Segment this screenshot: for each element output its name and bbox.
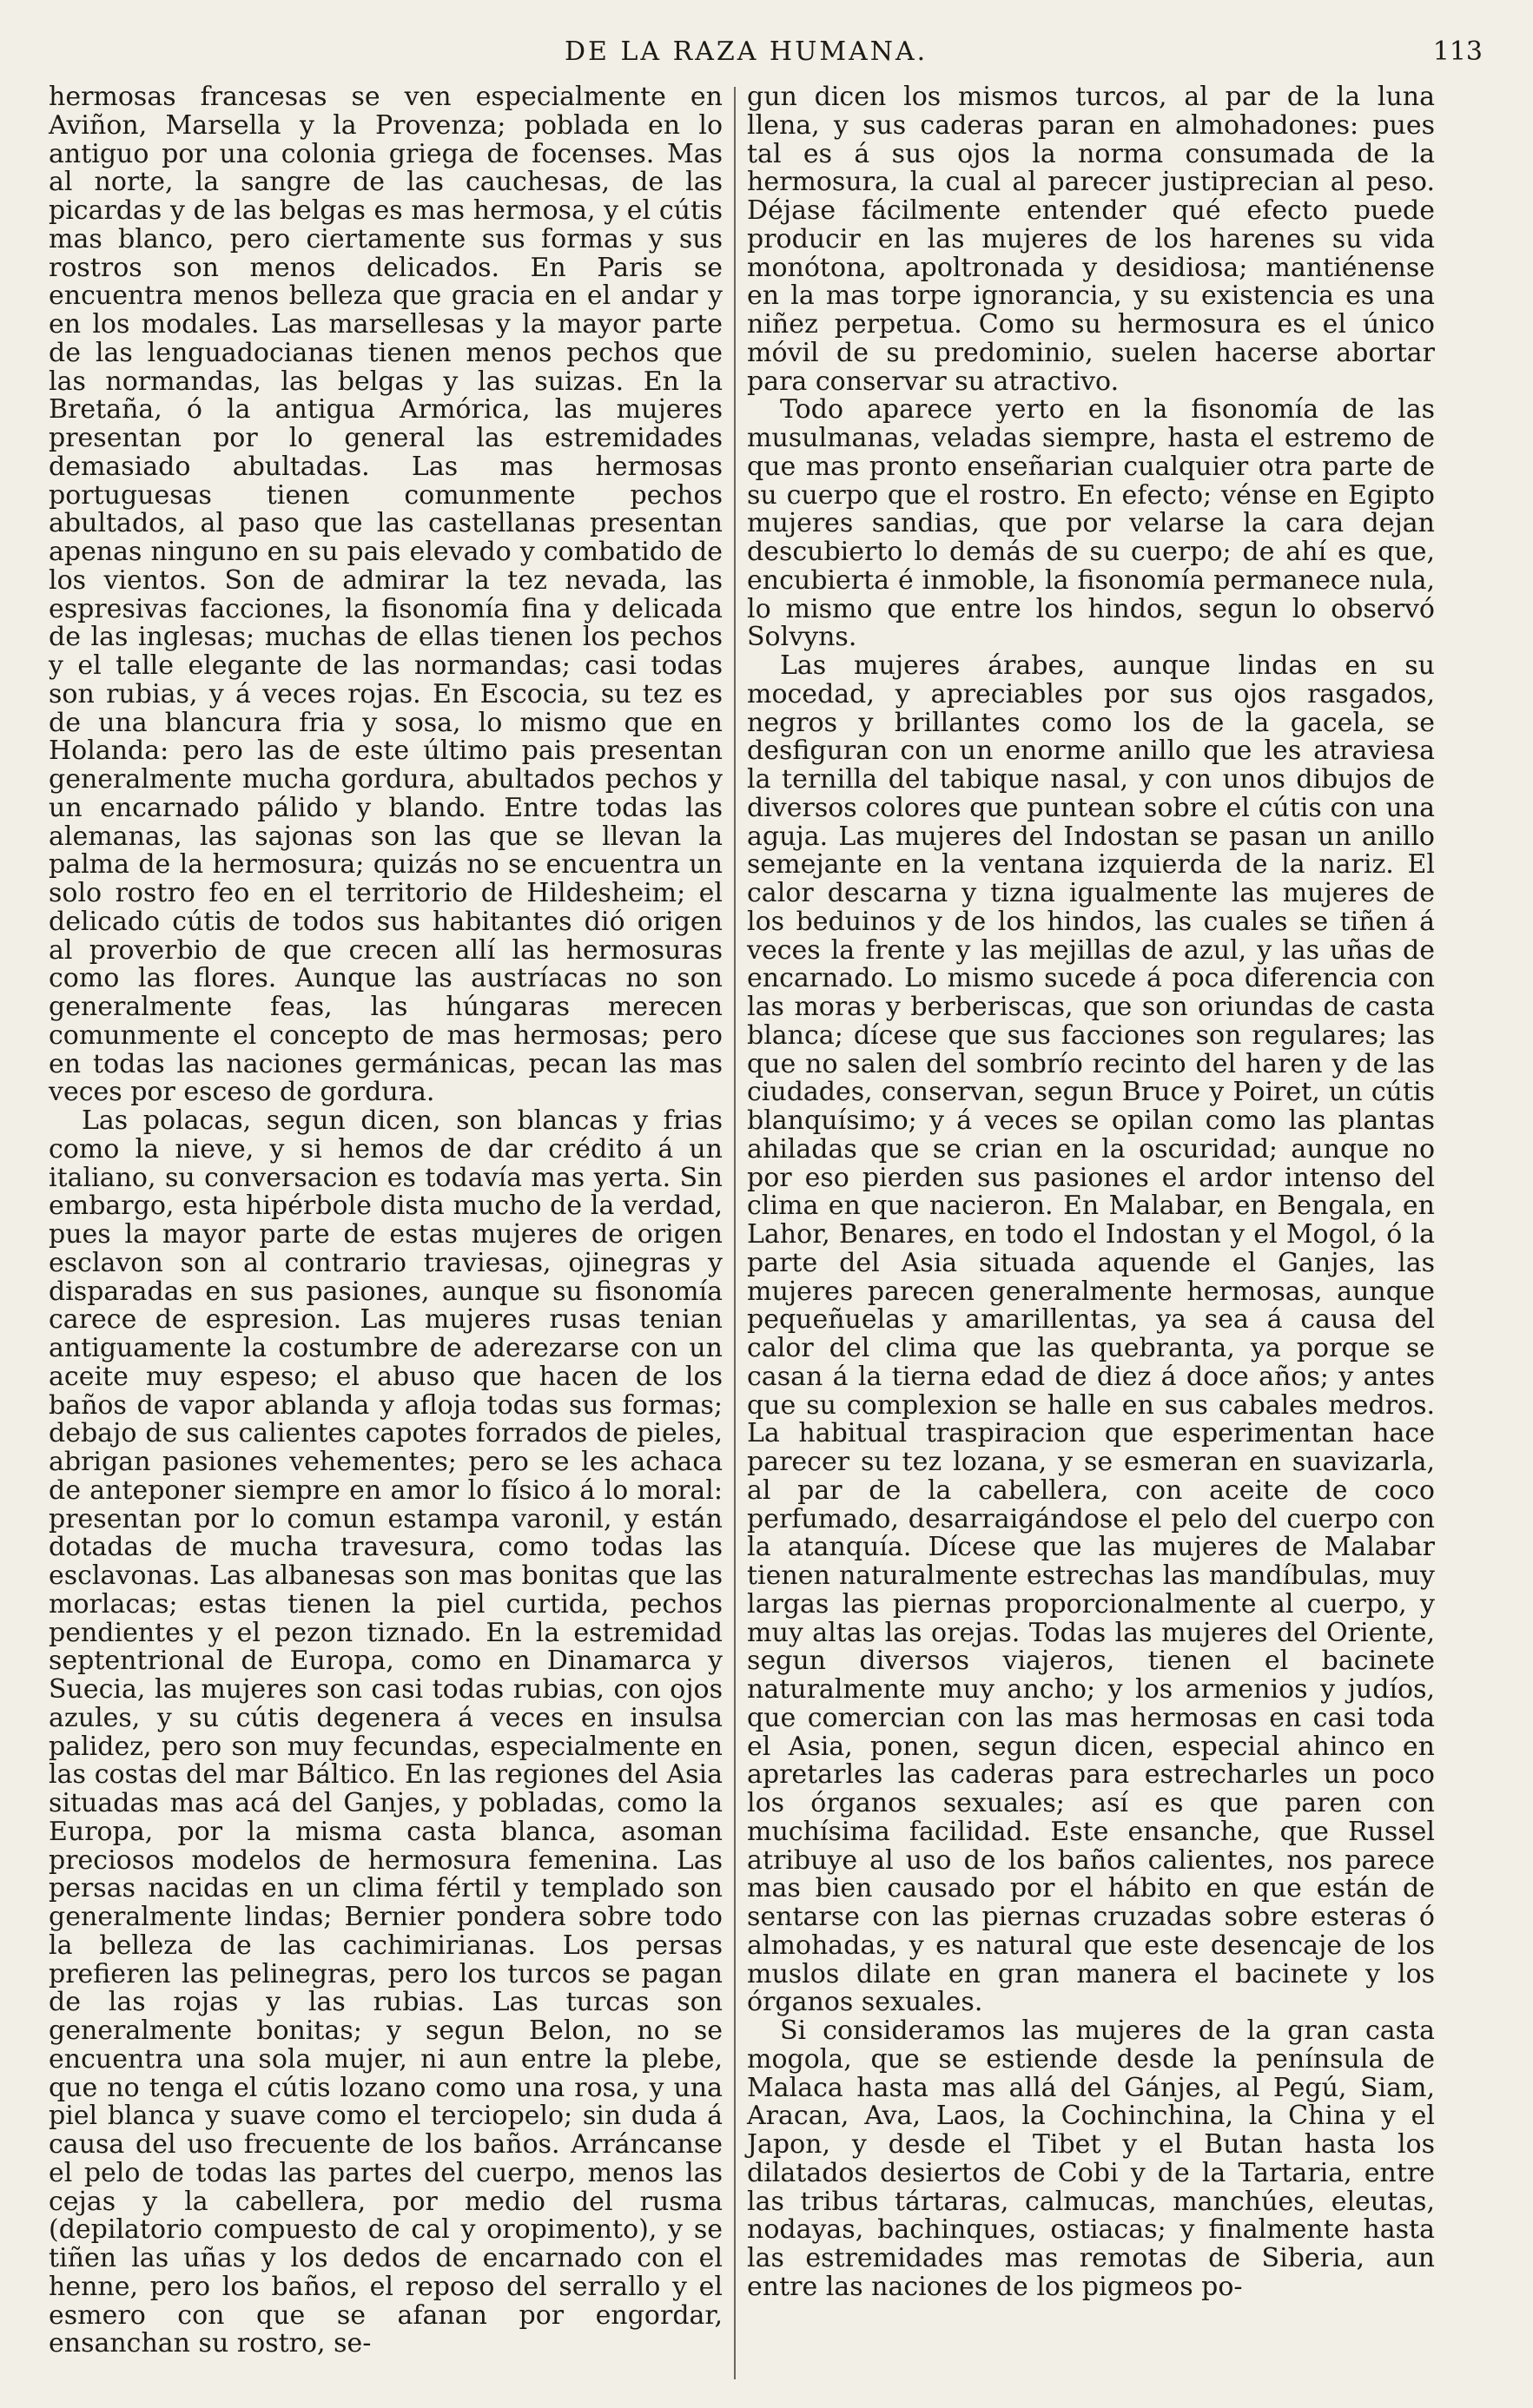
page-number: 113: [1432, 36, 1483, 67]
right-column: [747, 83, 1435, 2302]
paragraph: hermosas francesas se ven especialmente en Aviñon, Marsella y la Provenza; poblada en lo antiguo por una colonia griega de focenses. Mas al norte, la sangre de las cauchesas, de las picardas y de las belgas es mas hermosa, y el cútis mas blanco, pero ciertamente sus formas y sus rostros son menos delicados. En Paris se encuentra menos belleza que gracia en el andar y en los modales. Las marsellesas y la mayor parte de las lenguadocianas tienen menos pechos que las normandas, las belgas y las suizas. En la Bretaña, ó la antigua Armórica, las mujeres presentan por lo general las estremidades demasiado abultadas. Las mas hermosas portuguesas tienen comunmente pechos abultados, al paso que las castellanas presentan apenas ninguno en su pais elevado y combatido de los vientos. Son de admirar la tez nevada, las espresivas facciones, la fisonomía fina y delicada de las inglesas; muchas de ellas tienen los pechos y el talle elegante de las normandas; casi todas son rubias, y á veces rojas. En Escocia, su tez es de una blancura fria y sosa, lo mismo que en Holanda: pero las de este último pais presentan generalmente mucha gordura, abultados pechos y un encarnado pálido y blando. Entre todas las alemanas, las sajonas son las que se llevan la palma de la hermosura; quizás no se encuentra un solo rostro feo en el territorio de Hildesheim; el delicado cútis de todos sus habitantes dió origen al proverbio de que crecen allí las hermosuras como las flores. Aunque las austríacas no son generalmente feas, las húngaras merecen comunmente el concepto de mas hermosas; pero en todas las naciones germánicas, pecan las mas veces por esceso de gordura.: [49, 82, 723, 1108]
paragraph: gun dicen los mismos turcos, al par de la luna llena, y sus caderas paran en almohadones: pues tal es á sus ojos la norma consumada de la hermosura, la cual al parecer justiprecian al peso. Déjase fácilmente entender qué efecto puede producir en las mujeres de los harenes su vida monótona, apoltronada y desidiosa; mantiénense en la mas torpe ignorancia, y su existencia es una niñez perpetua. Como su hermosura es el único móvil de su predominio, suelen hacerse abortar para conservar su atractivo.: [747, 82, 1435, 397]
paragraph: Si consideramos las mujeres de la gran casta mogola, que se estiende desde la península de Malaca hasta mas allá del Gánjes, al Pegú, Siam, Aracan, Ava, Laos, la Cochinchina, la China y el Japon, y desde el Tibet y el Butan hasta los dilatados desiertos de Cobi y de la Tartaria, entre las tribus tártaras, calmucas, manchúes, eleutas, nodayas, bachinques, ostiacas; y finalmente hasta las estremidades mas remotas de Siberia, aun entre las naciones de los pigmeos po-: [747, 2015, 1435, 2302]
paragraph: Las polacas, segun dicen, son blancas y frias como la nieve, y si hemos de dar crédito á un italiano, su conversacion es todavía mas yerta. Sin embargo, esta hipérbole dista mucho de la verdad, pues la mayor parte de estas mujeres de origen esclavon son al contrario traviesas, ojinegras y disparadas en sus pasiones, aunque su fisonomía carece de espresion. Las mujeres rusas tenian antiguamente la costumbre de aderezarse con un aceite muy espeso; el abuso que hacen de los baños de vapor ablanda y afloja todas sus formas; debajo de sus calientes capotes forrados de pieles, abrigan pasiones vehementes; pero se les achaca de anteponer siempre en amor lo físico á lo moral: presentan por lo comun estampa varonil, y están dotadas de mucha travesura, como todas las esclavonas. Las albanesas son mas bonitas que las morlacas; estas tienen la piel curtida, pechos pendientes y el pezon tiznado. En la estremidad septentrional de Europa, como en Dinamarca y Suecia, las mujeres son casi todas rubias, con ojos azules, y su cútis degenera á veces en insulsa palidez, pero son muy fecundas, especialmente en las costas del mar Báltico. En las regiones del Asia situadas mas acá del Ganjes, y pobladas, como la Europa, por la misma casta blanca, asoman preciosos modelos de hermosura femenina. Las persas nacidas en un clima fértil y templado son generalmente lindas; Bernier pondera sobre todo la belleza de las cachimirianas. Los persas prefieren las pelinegras, pero los turcos se pagan de las rojas y las rubias. Las turcas son generalmente bonitas; y segun Belon, no se encuentra una sola mujer, ni aun entre la plebe, que no tenga el cútis lozano como una rosa, y una piel blanca y suave como el terciopelo; sin duda á causa del uso frecuente de los baños. Arráncanse el pelo de todas las partes del cuerpo, menos las cejas y la cabellera, por medio del rusma (depilatorio compuesto de cal y oropimento), y se tiñen las uñas y los dedos de encarnado con el henne, pero los baños, el reposo del serrallo y el esmero con que se afanan por engordar, ensanchan su rostro, se-: [49, 1105, 723, 2359]
page-header: [0, 36, 1533, 80]
left-column: [49, 83, 723, 2359]
paragraph: Las mujeres árabes, aunque lindas en su mocedad, y apreciables por sus ojos rasgados, negros y brillantes como los de la gacela, se desfiguran con un enorme anillo que les atraviesa la ternilla del tabique nasal, y con unos dibujos de diversos colores que puntean sobre el cútis con una aguja. Las mujeres del Indostan se pasan un anillo semejante en la ventana izquierda de la nariz. El calor descarna y tizna igualmente las mujeres de los beduinos y de los hindos, las cuales se tiñen á veces la frente y las mejillas de azul, y las uñas de encarnado. Lo mismo sucede á poca diferencia con las moras y berberiscas, que son oriundas de casta blanca; dícese que sus facciones son regulares; las que no salen del sombrío recinto del haren y de las ciudades, conservan, segun Bruce y Poiret, un cútis blanquísimo; y á veces se opilan como las plantas ahiladas que se crian en la oscuridad; aunque no por eso pierden sus pasiones el ardor intenso del clima en que nacieron. En Malabar, en Bengala, en Lahor, Benares, en todo el Indostan y el Mogol, ó la parte del Asia situada aquende el Ganjes, las mujeres parecen generalmente hermosas, aunque pequeñuelas y amarillentas, ya sea á causa del calor del clima que las quebranta, ya porque se casan á la tierna edad de diez á doce años; y antes que su complexion se halle en sus cabales medros. La habitual traspiracion que esperimentan hace parecer su tez lozana, y se esmeran en suavizarla, al par de la cabellera, con aceite de coco perfumado, desarraigándose el pelo del cuerpo con la atanquía. Dícese que las mujeres de Malabar tienen naturalmente estrechas las mandíbulas, muy largas las piernas proporcionalmente al cuerpo, y muy altas las orejas. Todas las mujeres del Oriente, segun diversos viajeros, tienen el bacinete naturalmente muy ancho; y los armenios y judíos, que comercian con las mas hermosas en casi toda el Asia, ponen, segun dicen, especial ahinco en apretarles las caderas para estrecharles un poco los órganos sexuales; así es que paren con muchísima facilidad. Este ensanche, que Russel atribuye al uso de los baños calientes, nos parece mas bien causado por el hábito en que están de sentarse con las piernas cruzadas sobre esteras ó almohadas, y es natural que este desencaje de los muslos dilate en gran manera el bacinete y los órganos sexuales.: [747, 650, 1435, 2018]
paragraph: Todo aparece yerto en la fisonomía de las musulmanas, veladas siempre, hasta el estremo de que mas pronto enseñarian cualquier otra parte de su cuerpo que el rostro. En efecto; vénse en Egipto mujeres sandias, que por velarse la cara dejan descubierto lo demás de su cuerpo; de ahí es que, encubierta é inmoble, la fisonomía permanece nula, lo mismo que entre los hindos, segun lo observó Solvyns.: [747, 394, 1435, 653]
column-divider: [734, 87, 736, 2379]
running-title: DE LA RAZA HUMANA.: [565, 36, 928, 67]
